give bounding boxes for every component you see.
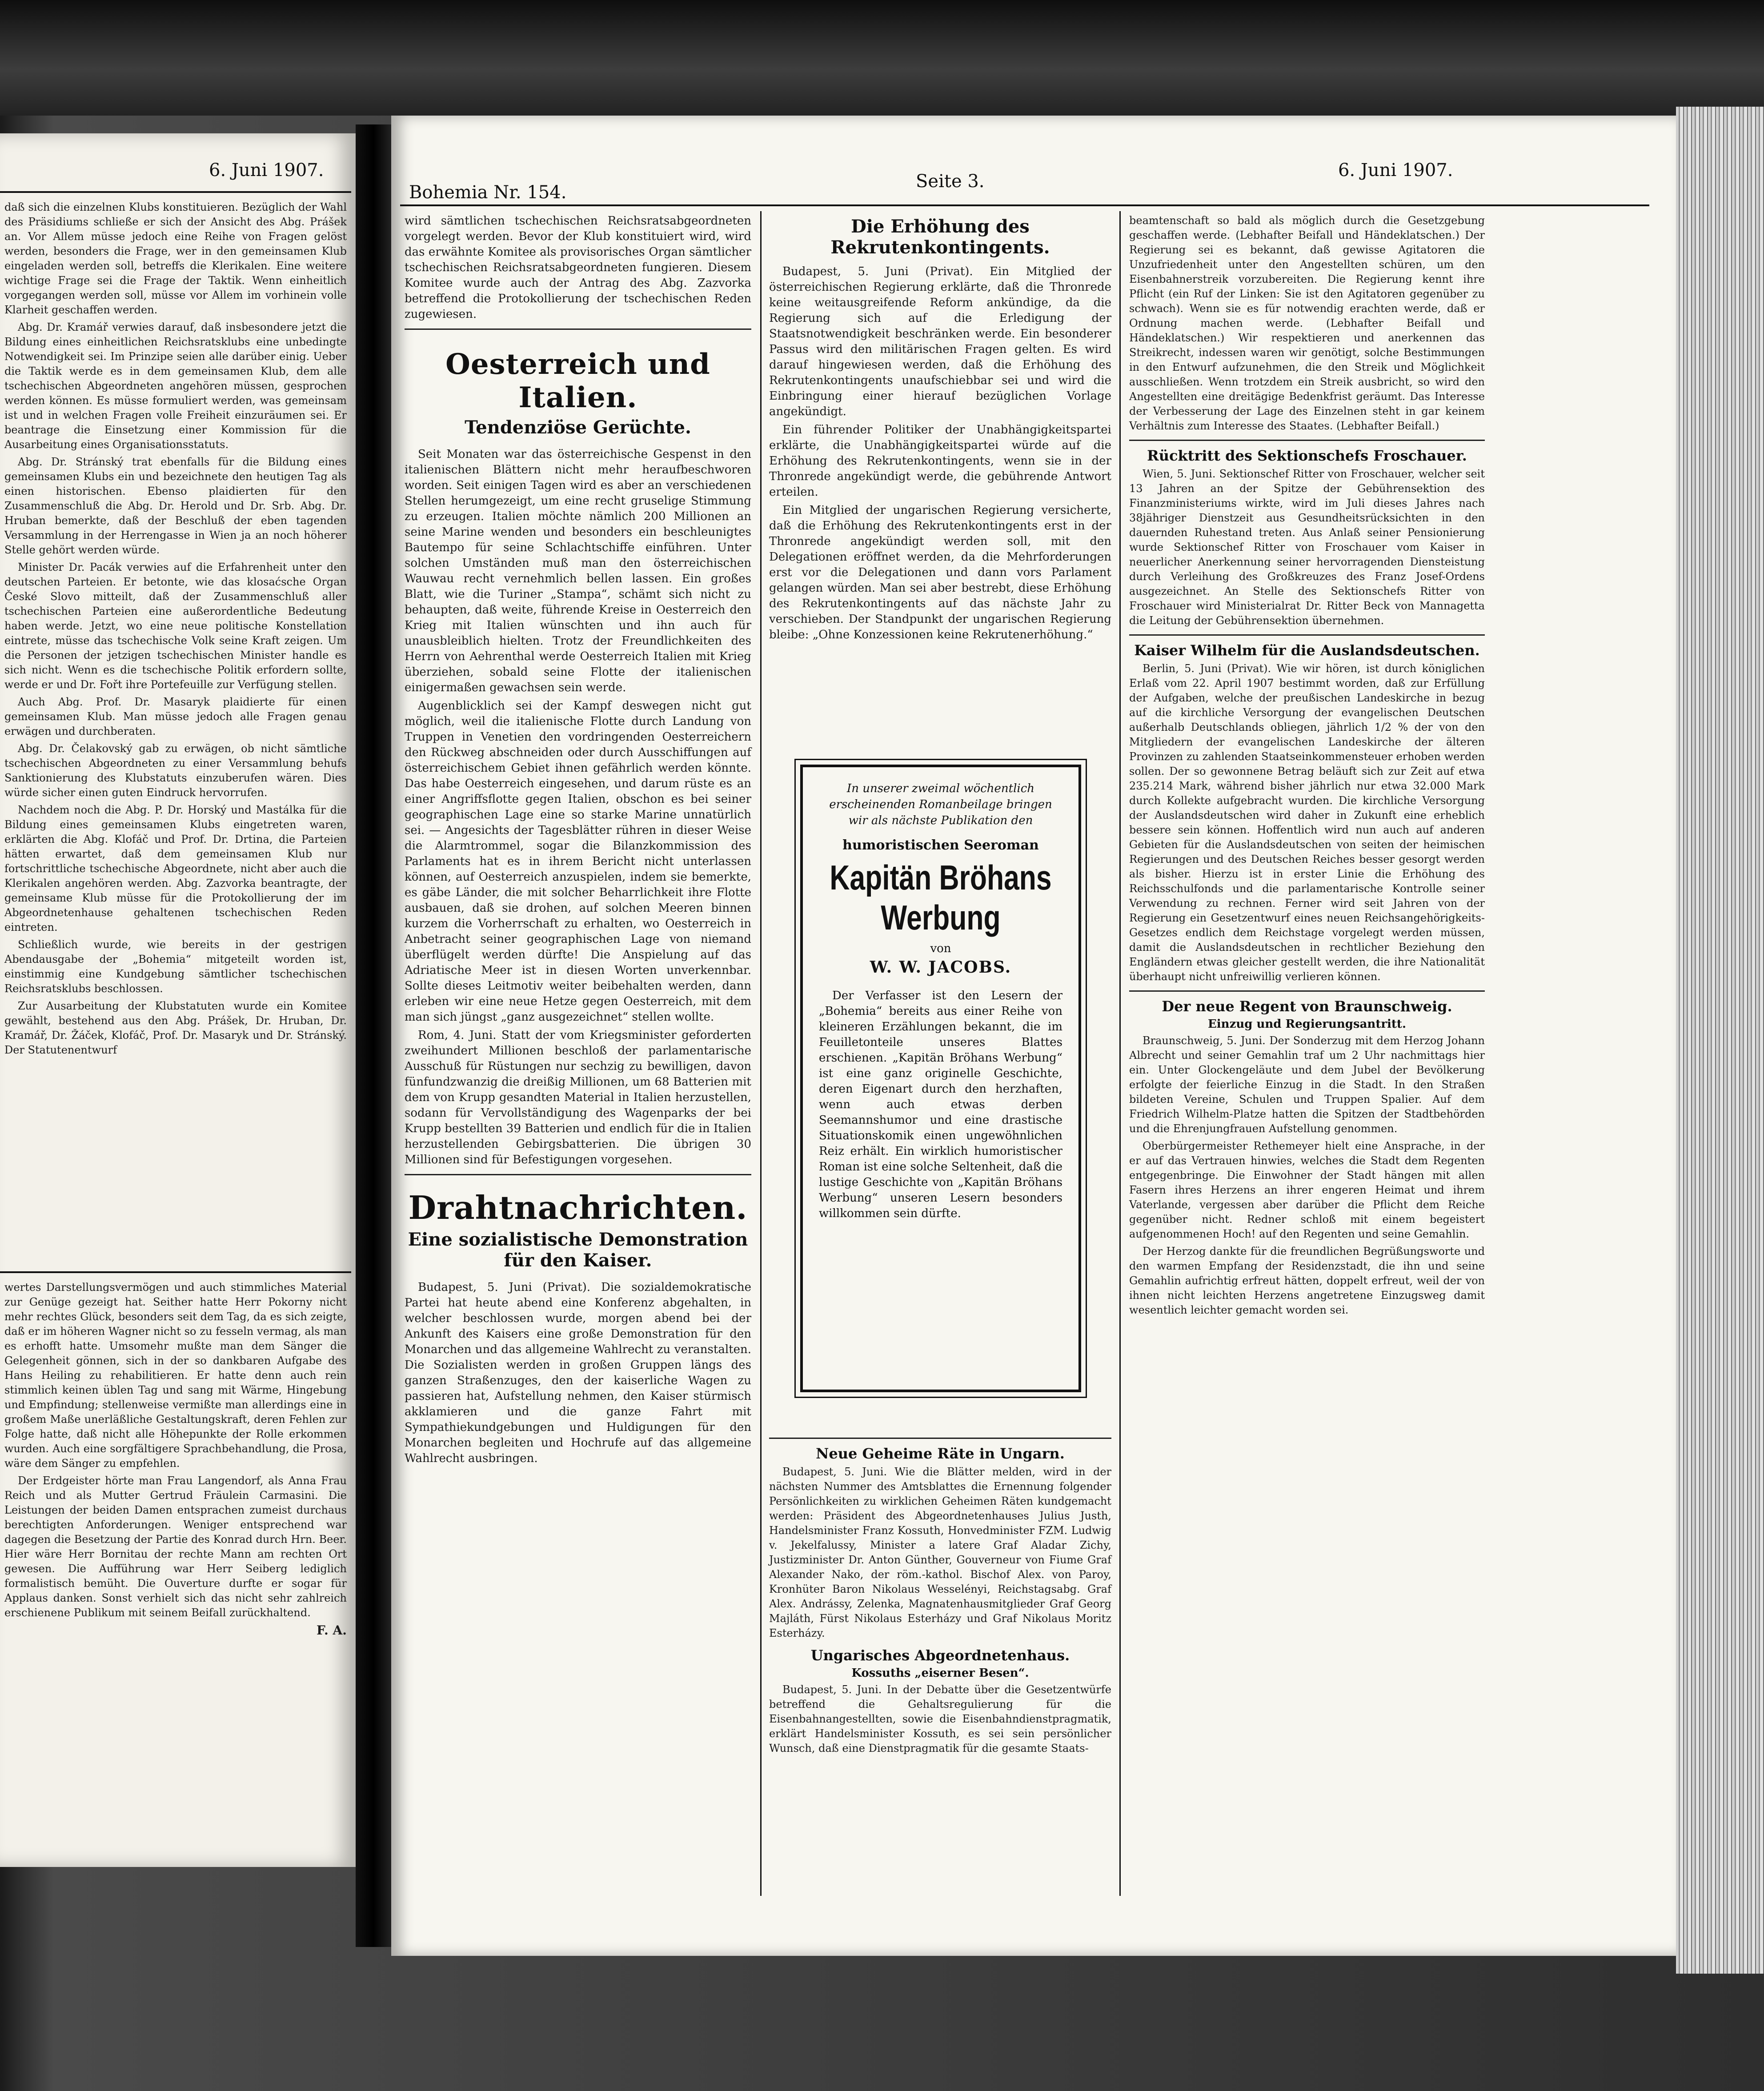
article-subtitle: Eine sozialistische Demonstration für den Kaiser. (408, 1229, 748, 1271)
section-rule (405, 328, 751, 330)
right-page-header-left: Bohemia Nr. 154. (409, 182, 567, 203)
left-column-lower (4, 1280, 347, 1638)
article-title: Ungarisches Abgeordnetenhaus. (810, 1647, 1070, 1664)
right-header-rule (400, 204, 1649, 206)
scan-top-shadow (0, 0, 1764, 116)
left-paragraph: daß sich die einzelnen Klubs konstituieren. Bezüglich der Wahl des Präsidiums schließe er sich der Ansicht des Abg. Prášek an. Vor Allem müsse jedoch eine Reihe von Fragen gelöst werden, besonders die Frage, wer in den gemeinsamen Klub eingeladen werden soll, betreffs die Klerikalen. Eine weitere wichtige Frage sei die Frage der Taktik. Wenn einheitlich vorgegangen werden soll, müsse vor Allem im vorhinein volle Klarheit geschaffen werden. (4, 201, 347, 316)
left-paragraph: Abg. Dr. Čelakovský gab zu erwägen, ob nicht sämtliche tschechischen Abgeordneten zu einer Versammlung behufs Sanktionierung des Klubstatuts einzuberufen wären. Dies würde sicher einen guten Eindruck hervorrufen. (4, 742, 347, 799)
article-title: Die Erhöhung des Rekrutenkontingents. (830, 216, 1050, 258)
ad-body: Der Verfasser ist den Lesern der „Bohemia“ bereits aus einer Reihe von kleineren Erzählungen bekannt, die im Feuilletonteile unseres Blattes erschienen. „Kapitän Bröhans Werbung“ ist eine ganz originelle Geschichte, deren Eigenart durch den herzhaften, wenn auch etwas derben Seemannshumor und eine drastische Situationskomik einen ungewöhnlichen Reiz erhält. Ein wirklich humoristischer Roman ist eine solche Seltenheit, daß die lustige Geschichte von „Kapitän Bröhans Werbung“ unseren Lesern besonders willkommen sein dürfte. (819, 989, 1062, 1220)
article-paragraph: Oberbürgermeister Rethemeyer hielt eine Ansprache, in der er auf das Vertrauen hinwies, welches die Stadt dem Regenten entgegenbringe. Die Einwohner der Stadt hängen mit allen Fasern ihres Herzens an ihrer engeren Heimat und ihrem Vaterlande, vergessen aber darüber die Pflicht dem Reiche gegenüber nicht. Redner schloß mit einem begeistert aufgenommenen Hoch! auf den Regenten und seine Gemahlin. (1129, 1140, 1485, 1240)
column-rule (760, 211, 762, 1896)
section-rule (1129, 440, 1485, 441)
article-title: Kaiser Wilhelm für die Auslandsdeutschen. (1134, 642, 1480, 659)
article-title: Oesterreich und Italien. (445, 348, 710, 414)
article-title: Drahtnachrichten. (408, 1189, 748, 1226)
book-gutter (356, 124, 391, 1947)
left-page (0, 133, 356, 1867)
column-rule (1119, 211, 1121, 1896)
column-1-intro: wird sämtlichen tschechischen Reichsratsabgeordneten vorgelegt werden. Bevor der Klub konstituiert wird, wird das erwähnte Komitee als provisorisches Organ sämtlicher tschechischen Reichsratsabgeordneten fungieren. Diesem Komitee wurde auch der Antrag des Abg. Zazvorka betreffend die Protokollierung der tschechischen Reden zugewiesen. (405, 214, 751, 321)
left-page-date: 6. Juni 1907. (209, 160, 324, 180)
column-3 (1129, 213, 1485, 1320)
article-subtitle: Einzug und Regierungsantritt. (1207, 1017, 1406, 1031)
article-paragraph: Wien, 5. Juni. Sektionschef Ritter von Froschauer, welcher seit 13 Jahren an der Spitze der Gebührensektion des Finanzministeriums wirkte, wird im Juli dieses Jahres nach 38jähriger Dienstzeit aus Gesundheitsrücksichten in den dauernden Ruhestand treten. Aus Anlaß seiner Pensionierung wurde Sektionschef Ritter von Froschauer vom Kaiser in neuerlicher Anerkennung seiner hervorragenden Diensteistung durch Verleihung des Großkreuzes des Franz Josef-Ordens ausgezeichnet. An Stelle des Sektionschefs Ritter von Froschauer wird Ministerialrat Dr. Ritter Beck von Mannagetta die Leitung der Gebührensektion übernehmen. (1129, 468, 1485, 627)
left-paragraph: Schließlich wurde, wie bereits in der gestrigen Abendausgabe der „Bohemia“ mitgeteilt worden ist, einstimmig eine Kundgebung sämtlicher tschechischen Reichsratsklubs beschlossen. (4, 938, 347, 995)
ad-von: von (930, 942, 951, 955)
ad-author: W. W. JACOBS. (870, 958, 1012, 977)
article-title: Rücktritt des Sektionschefs Froschauer. (1147, 447, 1467, 464)
section-rule (405, 1174, 751, 1175)
column-3-intro: beamtenschaft so bald als möglich durch die Gesetzgebung geschaffen werde. (Lebhafter Beifall und Händeklatschen.) Der Regierung sei es bekannt, daß gewisse Agitatoren die Unzufriedenheit unter den Angestellten schüren, um den Eisenbahnerstreik vorzubereiten. Die Regierung kennt ihre Pflicht (ein Ruf der Linken: Sie ist den Agitatoren gegenüber zu schwach). Wenn sie es für notwendig erachten werde, daß er Ordnung machen werde. (Lebhafter Beifall und Händeklatschen.) Wir respektieren und anerkennen das Streikrecht, indessen waren wir genötigt, solche Bestimmungen in den Entwurf aufzunehmen, die den Streik und Möglichkeit ausschließen. Wenn trotzdem ein Streik ausbricht, so wird den Angestellten eine dreitägige Bedenkfrist geräumt. Das Interesse der Verbesserung der Lage des Einzelnen steht in gar keinem Verhältnis zum Interesse des Staates. (Lebhafter Beifall.) (1129, 214, 1485, 432)
section-rule (769, 1438, 1111, 1439)
left-column-upper (4, 200, 347, 1060)
column-2-lower (769, 1431, 1111, 1759)
article-paragraph: Ein Mitglied der ungarischen Regierung versicherte, daß die Erhöhung des Rekrutenkontingents erst in der Thronrede angekündigt werden soll, mit den Delegationen eröffnet werden, da die Mehrforderungen erst vor die Delegationen und dann vors Parlament gelangen würden. Man sei aber bestrebt, diese Erhöhung des Rekrutenkontingents auf das nächste Jahr zu verschieben. Der Standpunkt der ungarischen Regierung bleibe: „Ohne Konzessionen keine Rekrutenerhöhung.“ (769, 504, 1111, 641)
right-page (391, 116, 1676, 1956)
left-paragraph: wertes Darstellungsvermögen und auch stimmliches Material zur Genüge gezeigt hat. Seither hatte Herr Pokorny nicht mehr rechtes Glück, besonders seit dem Tag, da es sich zeigte, daß er im höheren Wagner nicht so zu fesseln vermag, als man es erhofft hatte. Umsomehr mußte man dem Sänger die Gelegenheit gönnen, sich in der so dankbaren Aufgabe des Hans Heiling zu rehabilitieren. Er hatte denn auch rein stimmlich keinen üblen Tag und sang mit Wärme, Hingebung und Empfindung; stellenweise vermißte man allerdings eine in großem Maße unerläßliche Gestaltungskraft, deren Fehlen zur Folge hatte, daß nicht alle Höhepunkte der Rolle erkommen wurden. Auch eine sorgfältigere Sprachbehandlung, die Prosa, wäre dem Sänger zu empfehlen. (4, 1281, 347, 1470)
left-header-rule (0, 191, 351, 193)
article-title: Neue Geheime Räte in Ungarn. (816, 1445, 1065, 1462)
article-title: Der neue Regent von Braunschweig. (1162, 998, 1452, 1015)
article-subtitle: Tendenziöse Gerüchte. (465, 417, 691, 438)
left-paragraph: Zur Ausarbeitung der Klubstatuten wurde ein Komitee gewählt, bestehend aus den Abg. Prášek, Dr. Hruban, Dr. Kramář, Dr. Žáček, Klofáč, Prof. Dr. Masaryk und Dr. Stránský. Der Statutenentwurf (4, 1000, 347, 1056)
section-rule (1129, 990, 1485, 992)
column-1 (405, 213, 751, 1469)
article-paragraph: Berlin, 5. Juni (Privat). Wie wir hören, ist durch königlichen Erlaß vom 22. April 1907 bestimmt worden, daß zur Erfüllung der Aufgaben, welche der preußischen Landeskirche in bezug auf die kirchliche Versorgung der evangelischen Deutschen außerhalb Deutschlands obliegen, jährlich 1/2 % der von den Mitgliedern der evangelischen Landeskirche der älteren Provinzen zu zahlenden Staatseinkommensteuer erhoben werden sollen. Der so gewonnene Betrag beläuft sich zur Zeit auf etwa 235.214 Mark, während bisher jährlich nur etwa 32.000 Mark durch Kollekte aufgebracht wurden. Die kirchliche Versorgung der Auslandsdeutschen wird daher in Zukunft eine erheblich bessere sein können. Hoffentlich wird nun auch auf anderen Gebieten für die Auslandsdeutschen von seiten der heimischen Regierungen und des Deutschen Reiches besser gesorgt werden als bisher. Hierzu ist in erster Linie die Erhöhung des Reichsschulfonds und die parlamentarische Kontrolle seiner Verwendung zu rechnen. Ferner wird seit Jahren von der Regierung ein Gesetzentwurf eines neuen Reichsangehörigkeits-Gesetzes endlich dem Reichstage vorgelegt werden müssen, damit die Auslandsdeutschen in rechtlicher Beziehung den Engländern etwas gleicher gestellt werden, die ihre Nationalität überhaupt nicht unfreiwillig verlieren können. (1129, 662, 1485, 983)
article-paragraph: Budapest, 5. Juni. In der Debatte über die Gesetzentwürfe betreffend die Gehaltsregulierung für die Eisenbahnangestellten, sowie die Eisenbahndienstpragmatik, erklärt Handelsminister Kossuth, es sei sein persönlicher Wunsch, daß eine Dienstpragmatik für die gesamte Staats- (769, 1683, 1111, 1755)
left-paragraph: Auch Abg. Prof. Dr. Masaryk plaidierte für einen gemeinsamen Klub. Man müsse jedoch alle Fragen genau erwägen und durchberaten. (4, 696, 347, 737)
left-paragraph: Abg. Dr. Stránský trat ebenfalls für die Bildung eines gemeinsamen Klubs ein und bezeichnete den heutigen Tag als einen historischen. Ebenso plaidierten für den Zusammenschluß die Abg. Dr. Herold und Dr. Srb. Abg. Dr. Hruban bemerkte, daß der Beschluß der eben tagenden Versammlung in der Herrengasse in Wien ja an noch höherer Stelle gehört werden würde. (4, 456, 347, 556)
article-paragraph: Rom, 4. Juni. Statt der vom Kriegsminister geforderten zweihundert Millionen beschloß der parlamentarische Ausschuß für Rüstungen nur sechzig zu bewilligen, davon fünfundzwanzig die dreißig Millionen, um 68 Batterien mit dem von Krupp gesandten Material in Italien herzustellen, sodann für Vervollständigung des Wagenparks der bei Krupp bestellten 39 Batterien und endlich für die in Italien herzustellenden Gebirgsbatterien. Die übrigen 30 Millionen sind für Befestigungen vorgesehen. (405, 1029, 751, 1166)
left-paragraph: Abg. Dr. Kramář verwies darauf, daß insbesondere jetzt die Bildung eines einheitlichen Reichsratsklubs eine unbedingte Notwendigkeit sei. Im Prinzipe seien alle darüber einig. Ueber die Taktik werde es in dem gemeinsamen Klub, dem alle tschechischen Abgeordneten angehören müssen, gesprochen werden können. Es müsse formuliert werden, was gemeinsam ist und in welchen Fragen volle Freiheit einzuräumen sei. Er beantrage die Einsetzung einer Kommission für die Ausarbeitung eines Organisationsstatuts. (4, 321, 347, 451)
article-paragraph: Der Herzog dankte für die freundlichen Begrüßungsworte und den warmen Empfang der Residenzstadt, die ihn und seine Gemahlin aufrichtig erfreut hätten, doppelt erfreut, weil der von ihnen nicht leichten Herzens angetretene Einzugsweg damit wesentlich leichter gemacht worden sei. (1129, 1245, 1485, 1316)
right-page-header-center: Seite 3. (916, 171, 985, 192)
left-signature: F. A. (316, 1623, 347, 1638)
ad-title: Kapitän Bröhans Werbung (830, 858, 1052, 937)
left-paragraph: Minister Dr. Pacák verwies auf die Erfahrenheit unter den deutschen Parteien. Er betonte, wie das klosaćsche Organ České Slovo mitteilt, daß der Zusammenschluß aller tschechischen Parteien eine außerordentliche Bedeutung haben werde. Jetzt, wo eine neue politische Konstellation eintrete, müsse das tschechische Volk seine Kraft zeigen. Um die Personen der jetzigen tschechischen Minister handle es sich nicht. Wenn es die tschechische Politik erfordern sollte, werde er und Dr. Fořt ihre Portefeuille zur Verfügung stellen. (4, 561, 347, 691)
article-paragraph: Budapest, 5. Juni (Privat). Die sozialdemokratische Partei hat heute abend eine Konferenz abgehalten, in welcher beschlossen wurde, morgen abend bei der Ankunft des Kaisers eine große Demonstration für den Monarchen und das allgemeine Wahlrecht zu veranstalten. Die Sozialisten werden in großen Gruppen längs des ganzen Straßenzuges, den der kaiserliche Wagen zu passieren hat, Aufstellung nehmen, den Kaiser stürmisch akklamieren und die ganze Fahrt mit Sympathiekundgebungen und Huldigungen für den Monarchen begleiten und Hochrufe auf das allgemeine Wahlrecht ausbringen. (405, 1281, 751, 1465)
article-paragraph: Ein führender Politiker der Unabhängigkeitspartei erklärte, die Unabhängigkeitspartei würde auf die Erhöhung des Rekrutenkontingents, wenn sie in der Thronrede angekündigt werde, die gebührende Antwort erteilen. (769, 423, 1111, 499)
article-subtitle: Kossuths „eiserner Besen“. (851, 1666, 1029, 1680)
page-stack-edge (1676, 107, 1764, 1974)
article-paragraph: Braunschweig, 5. Juni. Der Sonderzug mit dem Herzog Johann Albrecht und seiner Gemahlin traf um 2 Uhr nachmittags hier ein. Unter Glockengeläute und dem Jubel der Bevölkerung erfolgte der feierliche Einzug in die Stadt. In den Straßen bildeten Vereine, Schulen und Truppen Spalier. Auf dem Friedrich Wilhelm-Platze hatten die Spitzen der Stadtbehörden und die Ehrenjungfrauen Aufstellung genommen. (1129, 1034, 1485, 1135)
ad-kicker: humoristischen Seeroman (842, 837, 1039, 853)
left-section-rule (0, 1271, 351, 1273)
left-paragraph: Der Erdgeister hörte man Frau Langendorf, als Anna Frau Reich und als Mutter Gertrud Fräulein Carmasini. Die Leistungen der beiden Damen entsprachen zumeist durchaus berechtigten Anforderungen. Weniger entsprechend war dagegen die Besetzung der Partie des Konrad durch Hrn. Beer. Hier wäre Herr Bornitau der rechte Mann am rechten Ort gewesen. Die Aufführung war Herr Seiberg lediglich formalistisch bemüht. Die Ouverture durfte er sogar für Applaus danken. Sonst verhielt sich das nicht sehr zahlreich erschienene Publikum mit seinem Beifall zurückhaltend. (4, 1474, 347, 1619)
ad-intro: In unserer zweimal wöchentlich erscheinenden Romanbeilage bringen wir als nächste Publikation den (829, 782, 1052, 827)
section-rule (1129, 634, 1485, 636)
article-paragraph: Budapest, 5. Juni (Privat). Ein Mitglied der österreichischen Regierung erklärte, daß die Thronrede keine weitausgreifende Reform ankündige, da die Regierung sich auf die Erledigung der Staatsnotwendigkeit beschränken werde. Ein besonderer Passus wird den militärischen Fragen gelten. Es wird darauf hingewiesen werden, daß die Erhöhung des Rekrutenkontingents unaufschiebbar sei und wird die Einbringung einer hierauf bezüglichen Vorlage angekündigt. (769, 265, 1111, 418)
right-page-header-right: 6. Juni 1907. (1338, 160, 1453, 180)
article-paragraph: Budapest, 5. Juni. Wie die Blätter melden, wird in der nächsten Nummer des Amtsblattes die Ernennung folgender Persönlichkeiten zu wirklichen Geheimen Räten kundgemacht werden: Präsident des Abgeordnetenhauses Julius Justh, Handelsminister Franz Kossuth, Honvedminister FZM. Ludwig v. Jekelfalussy, Minister a latere Graf Aladar Zichy, Justizminister Dr. Anton Günther, Gouverneur von Fiume Graf Alexander Nako, der röm.-kathol. Bischof Alex. von Paroy, Kronhüter Baron Nikolaus Wesselényi, Reichstagsabg. Graf Alex. Andrássy, Zelenka, Magnatenhausmitglieder Graf Georg Majláth, Fürst Nikolaus Esterházy und Graf Nikolaus Moritz Esterházy. (769, 1466, 1111, 1639)
advertisement-box (800, 765, 1081, 1392)
column-2 (769, 213, 1111, 645)
article-paragraph: Seit Monaten war das österreichische Gespenst in den italienischen Blättern nicht mehr heraufbeschworen worden. Seit einigen Tagen wird es aber an verschiedenen Stellen herumgezeigt, um eine recht gruselige Stimmung zu erzeugen. Italien möchte nämlich 200 Millionen an seine Marine wenden und besonders ein beschleunigtes Bautempo für seine Schlachtschiffe einführen. Unter solchen Umständen muß man den österreichischen Wauwau recht vernehmlich bellen lassen. Ein großes Blatt, wie die Turiner „Stampa“, schämt sich nicht zu behaupten, daß weite, führende Kreise in Oesterreich den Krieg mit Italien wünschten und ihn auch für unausbleiblich hielten. Trotz der Freundlichkeiten des Herrn von Aehrenthal werde Oesterreich Italien mit Krieg überziehen, sobald seine Flotte der italienischen einigermaßen gewachsen sein werde. (405, 448, 751, 694)
article-paragraph: Augenblicklich sei der Kampf deswegen nicht gut möglich, weil die italienische Flotte durch Landung von Truppen in Venetien den vordringenden Oesterreichern den Rückweg abschneiden oder durch Ausschiffungen auf österreichischem Gebiet ihnen gefährlich werden könnte. Das habe Oesterreich eingesehen, und darum rüste es an einer Angriffsflotte gegen Italien, obschon es bei seiner geographischen Lage eine so starke Marine unnatürlich sei. — Angesichts der Tagesblätter rühren in dieser Weise die Alarmtrommel, sogar die Bilanzkommission des Parlaments hat es in ihrem Bericht nicht unterlassen können, auf Oesterreich anzuspielen, indem sie bemerkte, es gäbe Länder, die mit solcher Beharrlichkeit ihre Flotte ausbauen, daß sie drohen, auf solchen Meeren binnen kurzem die Vorherrschaft zu erhalten, wo Oesterreich in Anbetracht seiner geographischen Lage von niemand überflügelt werden dürfte! Die Anspielung auf das Adriatische Meer ist in diesen Worten unverkennbar. Sollte dieses Leitmotiv weiter beibehalten werden, dann erleben wir eine neue Hetze gegen Oesterreich, mit dem man sich jüngst „ganz ausgezeichnet“ stellen wollte. (405, 699, 751, 1024)
left-paragraph: Nachdem noch die Abg. P. Dr. Horský und Mastálka für die Bildung eines gemeinsamen Klubs eingetreten waren, erklärten die Abg. Klofáč und Prof. Dr. Drtina, die Parteien hätten erwartet, daß dem gemeinsamen Klub nur fortschrittliche tschechische Abgeordnete, nicht aber auch die Klerikalen angehören werden. Abg. Zazvorka beantragte, der gemeinsame Klub müsse für die Protokollierung der im Abgeordnetenhause gehaltenen tschechischen Reden eintreten. (4, 804, 347, 933)
